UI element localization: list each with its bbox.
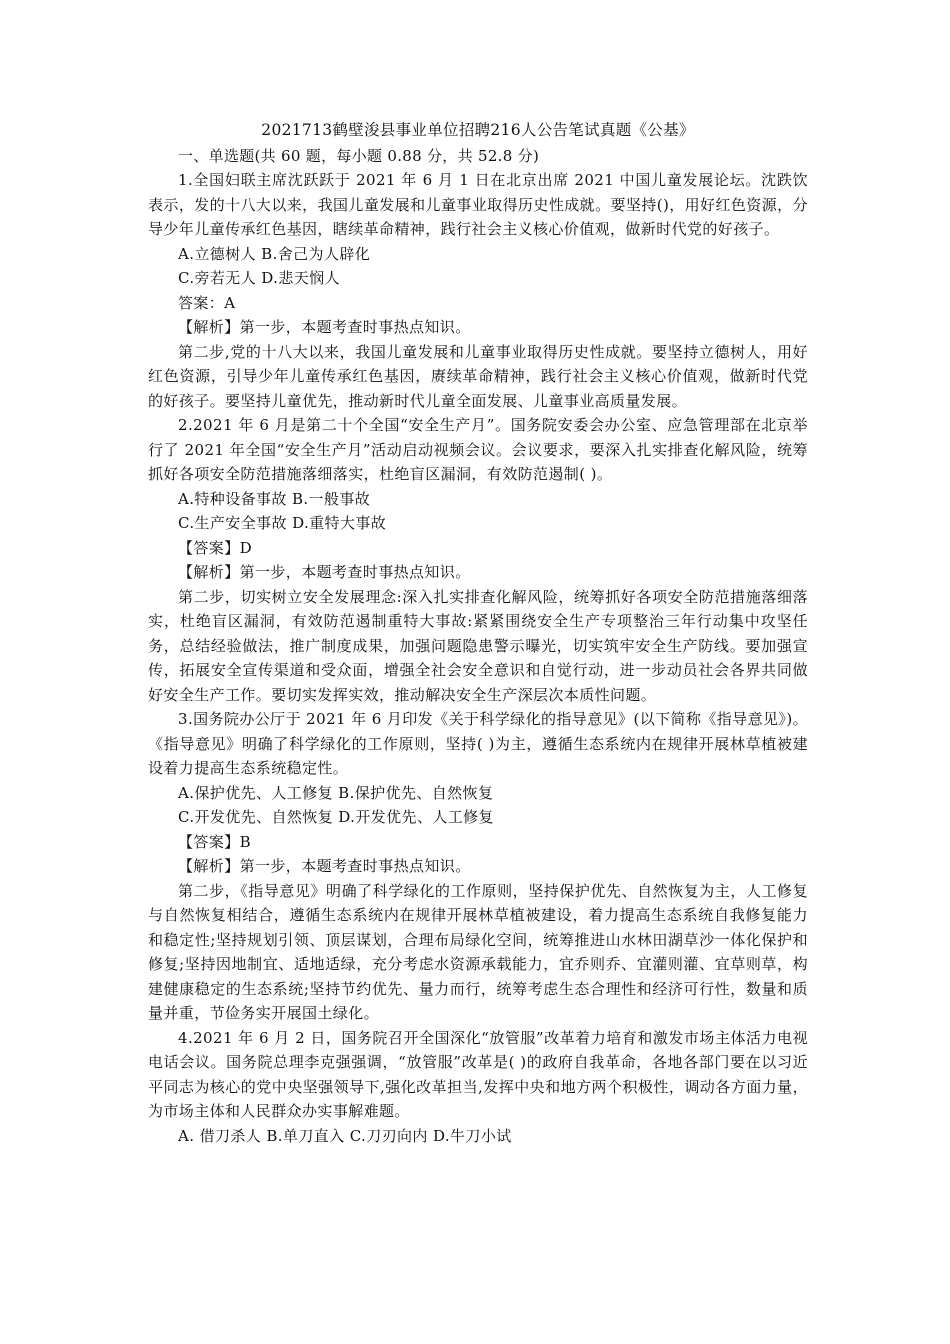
question-3-options-cd: C.开发优先、自然恢复 D.开发优先、人工修复 <box>178 808 494 826</box>
question-1-analysis-step2: 第二步,党的十八大以来，我国儿童发展和儿童事业取得历史性成就。要坚持立德树人，用好红色资源，引导少年儿童传承红色基因，赓续革命精神，践行社会主义核心价值观，做新时代党的好孩子。要坚持儿童优先，推动新时代儿童全面发展、儿童事业高质量发展。 <box>148 342 808 410</box>
question-3-analysis-step1: 【解析】第一步，本题考查时事热点知识。 <box>178 857 471 875</box>
question-2-options-ab: A.特种设备事故 B.一般事故 <box>178 489 371 508</box>
question-2-analysis-step1: 【解析】第一步，本题考查时事热点知识。 <box>178 563 471 581</box>
question-1-options-cd: C.旁若无人 D.悲天悯人 <box>178 269 340 287</box>
question-2-answer: 【答案】D <box>178 538 253 557</box>
question-1-options-ab: A.立德树人 B.舍己为人辟化 <box>178 244 371 263</box>
section-heading: 一、单选题(共 60 题，每小题 0.88 分，共 52.8 分) <box>178 146 540 165</box>
question-2-stem: 2.2021 年 6 月是第二十个全国“安全生产月”。国务院安委会办公室、应急管理部在北京举行了 2021 年全国“安全生产月”活动启动视频会议。会议要求，要深入扎实排查化解风险，统筹抓好各项安全防范措施落细落实，杜绝盲区漏洞，有效防范遏制( )。 <box>148 416 808 483</box>
question-3-analysis-step2: 第二步，《指导意见》明确了科学绿化的工作原则，坚持保护优先、自然恢复为主，人工修复与自然恢复相结合，遵循生态系统内在规律开展林草植被建设，着力提高生态系统自我修复能力和稳定性;坚持规划引领、顶层谋划，合理布局绿化空间，统筹推进山水林田湖草沙一体化保护和修复;坚持因地制宜、适地适绿，充分考虑水资源承载能力，宜乔则乔、宜灌则灌、宜草则草，构建健康稳定的生态系统;坚持节约优先、量力而行，统筹考虑生态合理性和经济可行性，数量和质量并重，节俭务实开展国土绿化。 <box>148 881 808 1022</box>
question-2-analysis-step2: 第二步，切实树立安全发展理念:深入扎实排查化解风险，统筹抓好各项安全防范措施落细落实，杜绝盲区漏洞，有效防范遏制重特大事故:紧紧围绕安全生产专项整治三年行动集中攻坚任务，总结经验做法，推广制度成果，加强问题隐患警示曝光，切实筑牢安全生产防线。要加强宣传，拓展安全宣传渠道和受众面，增强全社会安全意识和自觉行动，进一步动员社会各界共同做好安全生产工作。要切实发挥实效，推动解决安全生产深层次本质性问题。 <box>148 587 808 704</box>
question-2-options-cd: C.生产安全事故 D.重特大事故 <box>178 514 387 532</box>
question-3-answer: 【答案】B <box>178 832 252 851</box>
document-page <box>148 118 808 1148</box>
question-1-analysis-step1: 【解析】第一步，本题考查时事热点知识。 <box>178 318 471 336</box>
question-1-stem: 1.全国妇联主席沈跃跃于 2021 年 6 月 1 日在北京出席 2021 中国儿童发展论坛。沈跌饮表示，发的十八大以来，我国儿童发展和儿童事业取得历史性成就。要坚持()，用好红色资源，分导少年儿童传承红色基因，瞎续革命精神，践行社会主义核心价值观，做新时代党的好孩子。 <box>148 171 808 238</box>
document-title: 2021713鹤壁浚县事业单位招聘216人公告笔试真题《公基》 <box>261 121 695 139</box>
question-4-stem: 4.2021 年 6 月 2 日，国务院召开全国深化“放管服”改革着力培育和激发市场主体活力电视电话会议。国务院总理李克强强调，“放管服”改革是( )的政府自我革命，各地各部门要在以习近平同志为核心的党中央坚强领导下,强化改革担当,发挥中央和地方两个积极性，调动各方面力量，为市场主体和人民群众办实事解难题。 <box>148 1028 808 1120</box>
question-3-options-ab: A.保护优先、人工修复 B.保护优先、自然恢复 <box>178 783 494 802</box>
question-1-answer: 答案：A <box>178 293 236 312</box>
question-3-stem: 3.国务院办公厅于 2021 年 6 月印发《关于科学绿化的指导意见》(以下简称《指导意见》)。《指导意见》明确了科学绿化的工作原则，坚持( )为主，遵循生态系统内在规律开展林草植被建设着力提高生态系统稳定性。 <box>148 710 808 777</box>
question-4-options: A. 借刀杀人 B.单刀直入 C.刀刃向内 D.牛刀小试 <box>178 1126 512 1145</box>
